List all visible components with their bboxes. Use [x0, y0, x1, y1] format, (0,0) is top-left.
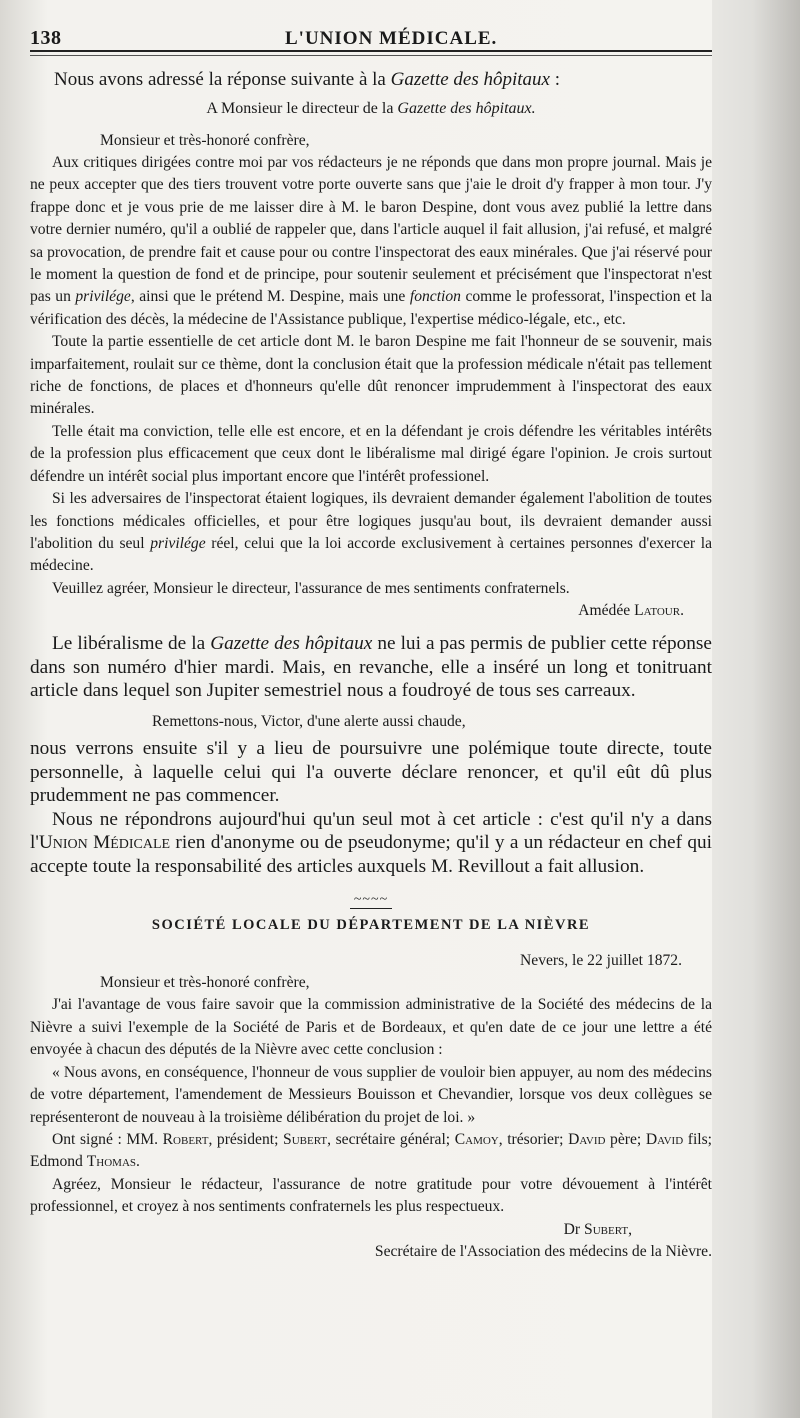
- intro-line: Nous avons adressé la réponse suivante à la Gazette des hôpitaux :: [54, 69, 561, 90]
- editorial-paragraph-3: Nous ne répondrons aujourd'hui qu'un seul mot à cet article : c'est qu'il n'y a dans l'Union Médicale rien d'anonyme ou de pseudonyme; qu'il y a un rédacteur en chef qui accepte toute la responsabilité des articles auxquels M. Revillout a fait allusion.: [30, 808, 712, 877]
- society-signatories: Ont signé : MM. Robert, président; Subert, secrétaire général; Camoy, trésorier; David père; David fils; Edmond Thomas.: [30, 1130, 713, 1171]
- letter-signature: Amédée Latour.: [578, 602, 684, 620]
- society-signature-title: Secrétaire de l'Association des médecins de la Nièvre.: [374, 1242, 712, 1260]
- header-rule: [30, 50, 712, 52]
- society-paragraph-2: « Nous avons, en conséquence, l'honneur de vous supplier de vouloir bien appuyer, au nom des médecins de votre département, l'amendement de Messieurs Bouisson et Chevandier, lorsque vos deux collègues se représenteront de nouveau à la troisième délibération du projet de loi. »: [30, 1063, 712, 1126]
- letter-paragraph-4: Si les adversaires de l'inspectorat étaient logiques, ils devraient demander également l'abolition de toutes les fonctions médicales officielles, et pour être logiques jusqu'au bout, ils devraient demander aussi l'abolition du seul privilége réel, celui que la loi accorde exclusivement à certaines personnes d'exercer la médecine.: [30, 490, 712, 575]
- header-rule-thin: [30, 55, 712, 56]
- letter-paragraph-3: Telle était ma conviction, telle elle est encore, et en la défendant je crois défendre les véritables intérêts de la profession plus efficacement que ceux dont le libéralisme mal dirigé égare l'opinion. Je crois surtout défendre un intérêt social plus important encore que l'intérêt professionel.: [30, 422, 712, 485]
- society-paragraph-3: Agréez, Monsieur le rédacteur, l'assurance de notre gratitude pour votre dévouement à l'intérêt professionnel, et croyez à nos sentiments confraternels les plus respectueux.: [30, 1175, 712, 1216]
- society-paragraph-1: J'ai l'avantage de vous faire savoir que la commission administrative de la Société des médecins de la Nièvre a suivi l'exemple de la Société de Paris et de Bordeaux, et qu'en date de ce jour une lettre a été envoyée à chacun des députés de la Nièvre avec cette conclusion :: [30, 996, 712, 1059]
- letter-address: A Monsieur le directeur de la Gazette des hôpitaux.: [206, 100, 536, 117]
- section-heading: SOCIÉTÉ LOCALE DU DÉPARTEMENT DE LA NIÈVRE: [151, 917, 591, 934]
- letter-salutation: Monsieur et très-honoré confrère,: [100, 132, 310, 149]
- letter-closing: Veuillez agréer, Monsieur le directeur, l'assurance de mes sentiments confraternels.: [52, 579, 570, 597]
- verse-quote: Remettons-nous, Victor, d'une alerte aussi chaude,: [152, 712, 466, 730]
- letter-paragraph-1: Aux critiques dirigées contre moi par vos rédacteurs je ne réponds que dans mon propre journal. Mais je ne peux accepter que des tiers trouvent votre porte ouverte sans que j'aie le droit d'y frapper à mon tour. J'y frappe donc et je vous prie de me laisser dire à M. le baron Despine, dont vous avez publié la lettre dans votre dernier numéro, qu'il a oublié de rappeler que, dans l'article auquel il fait allusion, j'ai refusé, et malgré sa provocation, de prendre fait et cause pour ou contre l'inspectorat des eaux minérales. Que j'ai réservé pour le moment la question de fond et de principe, pour soutenir seulement et précisément que l'inspectorat n'est pas un privilége, ainsi que le prétend M. Despine, mais une fonction comme le professorat, l'inspection et la vérification des décès, la médecine de l'Assistance publique, l'expertise médico-légale, etc., etc.: [30, 154, 712, 328]
- page-number: 138: [30, 27, 62, 49]
- page-header: [30, 14, 710, 50]
- page-body: [30, 60, 712, 1263]
- page-edge-shadow: [712, 0, 800, 1418]
- society-date: Nevers, le 22 juillet 1872.: [520, 952, 682, 970]
- society-salutation: Monsieur et très-honoré confrère,: [100, 974, 310, 992]
- editorial-paragraph-1: Le libéralisme de la Gazette des hôpitaux ne lui a pas permis de publier cette réponse dans son numéro d'hier mardi. Mais, en revanche, elle a inséré un long et tonitruant article dans lequel son Jupiter semestriel nous a foudroyé de tous ses carreaux.: [30, 633, 712, 702]
- editorial-paragraph-2: nous verrons ensuite s'il y a lieu de poursuivre une polémique toute directe, toute personnelle, à laquelle celui qui l'a ouverte déclare renoncer, et qu'il eût dû plus prudemment ne pas commencer.: [30, 737, 712, 807]
- society-signature-name: Dr Subert,: [563, 1220, 632, 1238]
- letter-paragraph-2: Toute la partie essentielle de cet article dont M. le baron Despine me fait l'honneur de se souvenir, mais imparfaitement, roulait sur ce thème, dont la conclusion était que la profession médicale n'était pas tellement riche de fonctions, de places et d'honneurs qu'elle dût renoncer imprudemment à l'inspectorat des eaux minérales.: [30, 333, 712, 418]
- running-title: L'UNION MÉDICALE.: [285, 28, 498, 49]
- section-ornament: ~~~~: [30, 892, 712, 909]
